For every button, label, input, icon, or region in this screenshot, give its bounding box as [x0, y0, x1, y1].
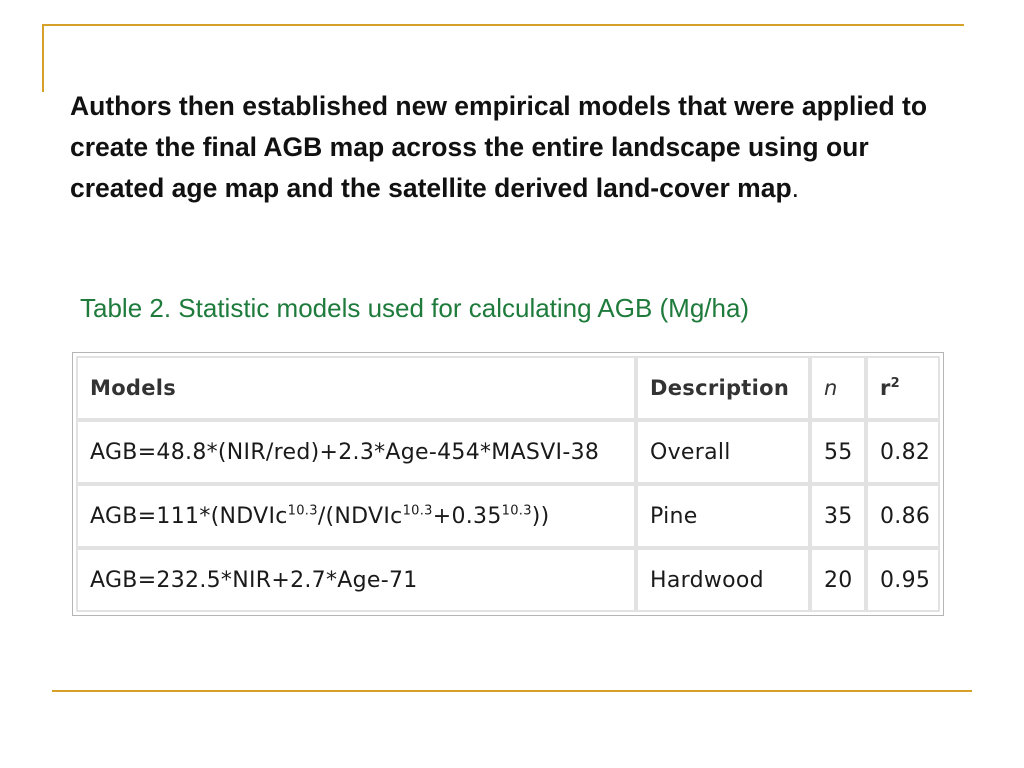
cell-r2: 0.86 — [866, 484, 940, 548]
intro-paragraph-text: Authors then established new empirical models that were applied to create the final AGB map across the entire landscape using our created age map and the satellite derived land-cover map — [70, 91, 928, 203]
cell-model — [76, 484, 636, 548]
table-row — [76, 420, 940, 484]
cell-r2: 0.95 — [866, 548, 940, 612]
model-part: /(NDVIc — [317, 503, 403, 529]
header-r2 — [866, 356, 940, 420]
cell-model: AGB=48.8*(NIR/red)+2.3*Age-454*MASVI-38 — [76, 420, 636, 484]
models-table-frame — [72, 352, 944, 616]
model-exponent: 10.3 — [402, 503, 433, 519]
table-row — [76, 484, 940, 548]
model-exponent: 10.3 — [501, 503, 532, 519]
header-r2-base: r — [880, 376, 891, 400]
models-table — [76, 356, 940, 612]
cell-n: 55 — [810, 420, 866, 484]
header-description: Description — [636, 356, 810, 420]
table-row — [76, 548, 940, 612]
table-caption: Table 2. Statistic models used for calculating AGB (Mg/ha) — [80, 293, 750, 323]
model-exponent: 10.3 — [287, 503, 318, 519]
model-part: AGB=111*(NDVIc — [90, 503, 288, 529]
cell-description: Hardwood — [636, 548, 810, 612]
header-r2-sup: 2 — [890, 376, 901, 391]
decorative-bottom-line — [52, 690, 972, 692]
cell-r2: 0.82 — [866, 420, 940, 484]
decorative-top-line — [42, 24, 964, 26]
decorative-left-line — [42, 24, 44, 92]
header-n: n — [810, 356, 866, 420]
intro-paragraph-period: . — [791, 173, 800, 203]
cell-model: AGB=232.5*NIR+2.7*Age-71 — [76, 548, 636, 612]
model-part: )) — [531, 503, 550, 529]
cell-n: 35 — [810, 484, 866, 548]
cell-n: 20 — [810, 548, 866, 612]
intro-paragraph — [70, 86, 950, 209]
cell-description: Pine — [636, 484, 810, 548]
cell-description: Overall — [636, 420, 810, 484]
header-models: Models — [76, 356, 636, 420]
model-part: +0.35 — [432, 503, 502, 529]
table-header-row — [76, 356, 940, 420]
